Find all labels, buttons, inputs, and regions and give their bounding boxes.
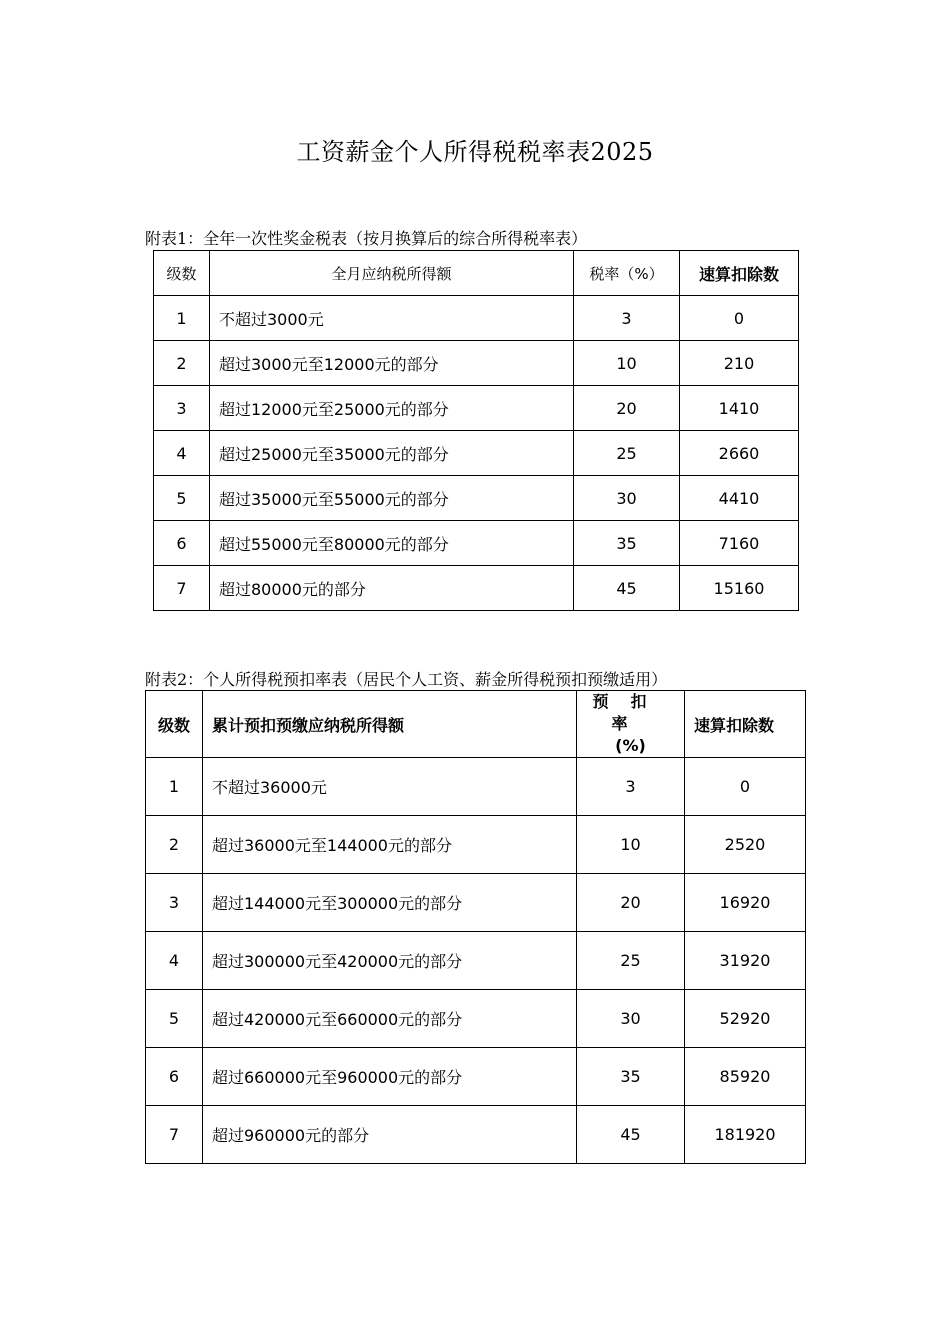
header-rate (577, 691, 685, 758)
table-row (146, 990, 806, 1048)
cell-range: 超过3000元至12000元的部分 (210, 341, 574, 386)
cell-deduction: 15160 (680, 566, 799, 611)
header-rate: 税率（%） (574, 251, 680, 296)
cell-rate: 10 (574, 341, 680, 386)
cell-range: 不超过3000元 (210, 296, 574, 341)
table2-caption: 附表2：个人所得税预扣率表（居民个人工资、薪金所得税预扣预缴适用） (145, 670, 668, 689)
cell-rate: 30 (577, 990, 685, 1048)
cell-deduction: 52920 (685, 990, 806, 1048)
cell-deduction: 4410 (680, 476, 799, 521)
header-deduction: 速算扣除数 (680, 251, 799, 296)
header-range: 累计预扣预缴应纳税所得额 (203, 691, 577, 758)
cell-range: 超过35000元至55000元的部分 (210, 476, 574, 521)
table-header-row (146, 691, 806, 758)
cell-deduction: 16920 (685, 874, 806, 932)
cell-level: 6 (146, 1048, 203, 1106)
bonus-tax-table (153, 250, 799, 611)
table-row (154, 431, 799, 476)
cell-level: 7 (146, 1106, 203, 1164)
cell-level: 5 (146, 990, 203, 1048)
cell-range: 超过960000元的部分 (203, 1106, 577, 1164)
table-row (146, 874, 806, 932)
page-title: 工资薪金个人所得税税率表2025 (296, 138, 654, 166)
cell-rate: 3 (577, 758, 685, 816)
cell-level: 5 (154, 476, 210, 521)
header-rate-line2: (%) (615, 736, 646, 755)
cell-rate: 30 (574, 476, 680, 521)
withholding-rate-table (145, 690, 806, 1164)
table1-caption: 附表1：全年一次性奖金税表（按月换算后的综合所得税率表） (145, 229, 588, 248)
cell-deduction: 7160 (680, 521, 799, 566)
cell-rate: 25 (574, 431, 680, 476)
cell-level: 4 (154, 431, 210, 476)
table-row (154, 386, 799, 431)
cell-deduction: 2520 (685, 816, 806, 874)
cell-deduction: 0 (680, 296, 799, 341)
header-deduction: 速算扣除数 (685, 691, 806, 758)
cell-level: 3 (154, 386, 210, 431)
cell-level: 1 (154, 296, 210, 341)
cell-range: 超过300000元至420000元的部分 (203, 932, 577, 990)
cell-range: 超过36000元至144000元的部分 (203, 816, 577, 874)
cell-rate: 3 (574, 296, 680, 341)
cell-level: 7 (154, 566, 210, 611)
table-header-row (154, 251, 799, 296)
cell-deduction: 0 (685, 758, 806, 816)
table-row (146, 1048, 806, 1106)
cell-range: 超过80000元的部分 (210, 566, 574, 611)
table-row (146, 816, 806, 874)
cell-deduction: 210 (680, 341, 799, 386)
cell-rate: 45 (577, 1106, 685, 1164)
cell-rate: 25 (577, 932, 685, 990)
header-range: 全月应纳税所得额 (210, 251, 574, 296)
cell-range: 不超过36000元 (203, 758, 577, 816)
table-row (146, 758, 806, 816)
table-row (154, 341, 799, 386)
cell-level: 2 (146, 816, 203, 874)
cell-range: 超过55000元至80000元的部分 (210, 521, 574, 566)
table-row (154, 521, 799, 566)
cell-range: 超过25000元至35000元的部分 (210, 431, 574, 476)
cell-deduction: 1410 (680, 386, 799, 431)
cell-deduction: 181920 (685, 1106, 806, 1164)
cell-rate: 20 (577, 874, 685, 932)
cell-deduction: 2660 (680, 431, 799, 476)
cell-rate: 10 (577, 816, 685, 874)
table-row (154, 296, 799, 341)
header-level: 级数 (154, 251, 210, 296)
cell-deduction: 31920 (685, 932, 806, 990)
table-row (154, 476, 799, 521)
table-row (154, 566, 799, 611)
cell-rate: 45 (574, 566, 680, 611)
table-row (146, 932, 806, 990)
cell-rate: 35 (577, 1048, 685, 1106)
cell-level: 4 (146, 932, 203, 990)
header-level: 级数 (146, 691, 203, 758)
cell-range: 超过420000元至660000元的部分 (203, 990, 577, 1048)
cell-level: 3 (146, 874, 203, 932)
header-rate-line1: 预扣率 (592, 692, 669, 733)
cell-deduction: 85920 (685, 1048, 806, 1106)
cell-range: 超过12000元至25000元的部分 (210, 386, 574, 431)
cell-range: 超过660000元至960000元的部分 (203, 1048, 577, 1106)
cell-rate: 20 (574, 386, 680, 431)
table-row (146, 1106, 806, 1164)
cell-level: 1 (146, 758, 203, 816)
cell-level: 6 (154, 521, 210, 566)
cell-level: 2 (154, 341, 210, 386)
cell-rate: 35 (574, 521, 680, 566)
cell-range: 超过144000元至300000元的部分 (203, 874, 577, 932)
